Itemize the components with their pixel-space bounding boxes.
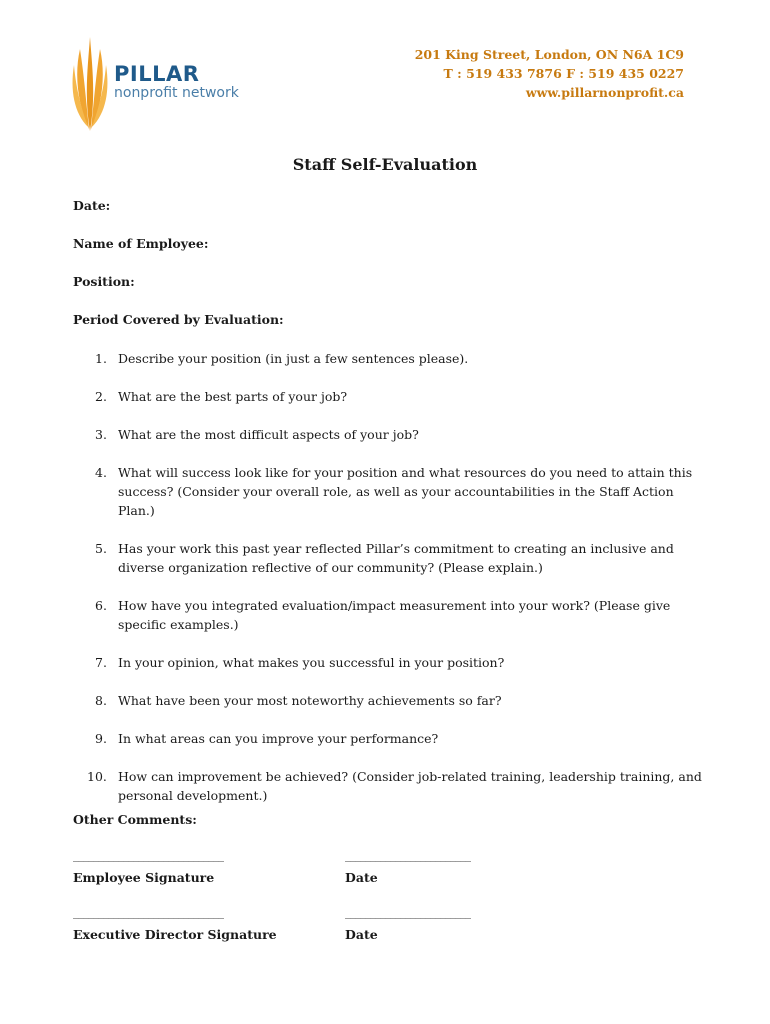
contact-phone: T : 519 433 7876 F : 519 435 0227 bbox=[443, 66, 684, 81]
question-number: 6. bbox=[95, 598, 107, 613]
question-text: What are the best parts of your job? bbox=[118, 389, 348, 404]
question-item bbox=[73, 349, 703, 368]
question-item bbox=[73, 539, 703, 577]
question-number: 3. bbox=[95, 427, 107, 442]
question-number: 1. bbox=[95, 351, 107, 366]
question-number: 10. bbox=[87, 769, 107, 784]
question-text: What have been your most noteworthy achievements so far? bbox=[118, 693, 502, 708]
question-text: In what areas can you improve your performance? bbox=[118, 731, 439, 746]
contact-website: www.pillarnonprofit.ca bbox=[525, 85, 684, 100]
executive-signature-line: ______________________________ bbox=[73, 905, 223, 919]
question-number: 9. bbox=[95, 731, 107, 746]
question-list bbox=[73, 349, 703, 824]
question-item bbox=[73, 387, 703, 406]
question-number: 7. bbox=[95, 655, 107, 670]
executive-signature-label: Executive Director Signature bbox=[73, 927, 277, 942]
question-item bbox=[73, 767, 703, 805]
employee-date-label: Date bbox=[345, 870, 378, 885]
question-text: Has your work this past year reflected Pillar’s commitment to creating an inclusive and diverse organization reflective of our community? (Please explain.) bbox=[118, 541, 674, 575]
question-item bbox=[73, 463, 703, 520]
employee-field-label: Name of Employee: bbox=[73, 236, 209, 251]
contact-block bbox=[415, 45, 684, 102]
date-field-label: Date: bbox=[73, 198, 111, 213]
question-item bbox=[73, 729, 703, 748]
position-field-label: Position: bbox=[73, 274, 135, 289]
executive-date-label: Date bbox=[345, 927, 378, 942]
executive-date-line: _________________________ bbox=[345, 905, 470, 919]
question-text: What are the most difficult aspects of your job? bbox=[118, 427, 419, 442]
question-number: 4. bbox=[95, 465, 107, 480]
question-text: Describe your position (in just a few sentences please). bbox=[118, 351, 469, 366]
question-text: What will success look like for your position and what resources do you need to attain this success? (Consider your overall role, as well as your accountabilities in the Staff Action Plan.) bbox=[118, 465, 693, 518]
question-item bbox=[73, 596, 703, 634]
question-text: In your opinion, what makes you successful in your position? bbox=[118, 655, 505, 670]
question-number: 5. bbox=[95, 541, 107, 556]
question-item bbox=[73, 653, 703, 672]
question-item bbox=[73, 691, 703, 710]
pillar-logo bbox=[70, 35, 240, 135]
question-number: 2. bbox=[95, 389, 107, 404]
employee-date-line: _________________________ bbox=[345, 848, 470, 862]
logo-name: PILLAR bbox=[114, 62, 200, 86]
question-text: How can improvement be achieved? (Consider job-related training, leadership training, and personal development.) bbox=[118, 769, 702, 803]
period-field-label: Period Covered by Evaluation: bbox=[73, 312, 284, 327]
logo-subtitle: nonprofit network bbox=[114, 85, 239, 101]
employee-signature-label: Employee Signature bbox=[73, 870, 215, 885]
pillar-flame-icon bbox=[70, 35, 110, 135]
page-title: Staff Self-Evaluation bbox=[292, 155, 478, 174]
other-comments-label: Other Comments: bbox=[73, 812, 197, 827]
question-text: How have you integrated evaluation/impact measurement into your work? (Please give specific examples.) bbox=[118, 598, 671, 632]
employee-signature-line: ______________________________ bbox=[73, 848, 223, 862]
question-item bbox=[73, 425, 703, 444]
question-number: 8. bbox=[95, 693, 107, 708]
contact-address: 201 King Street, London, ON N6A 1C9 bbox=[414, 47, 684, 62]
